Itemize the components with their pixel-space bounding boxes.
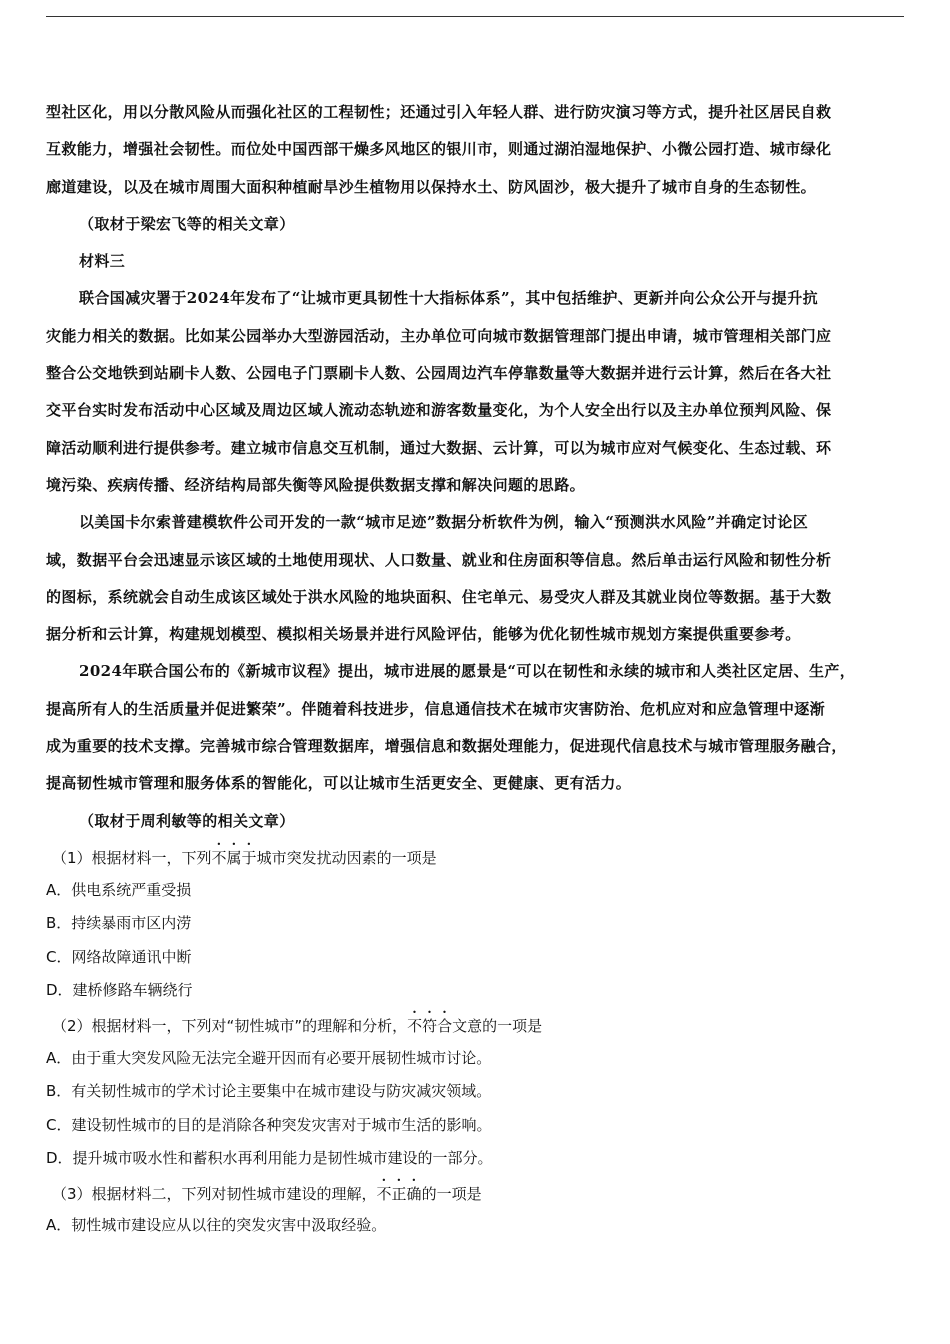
paragraph-line: 互救能力，增强社会韧性。而位处中国西部干燥多风地区的银川市，则通过湖泊湿地保护、小微公园打造、城市绿化: [46, 140, 832, 159]
paragraph-line: 交平台实时发布活动中心区域及周边区域人流动态轨迹和游客数量变化，为个人安全出行以及主办单位预判风险、保: [46, 401, 832, 420]
paragraph-line: 境污染、疾病传播、经济结构局部失衡等风险提供数据支撑和解决问题的思路。: [46, 475, 586, 494]
question-1-option-a: A．供电系统严重受损: [46, 880, 192, 899]
question-stem-text: 文意的一项是: [452, 1016, 543, 1035]
question-3-stem: [46, 1176, 908, 1210]
emphasis-text: 不属于: [211, 848, 257, 867]
question-stem-text: （2）根据材料一，下列对“韧性城市”的理解和分析，: [52, 1016, 408, 1035]
paragraph-line: 提高所有人的生活质量并促进繁荣”。伴随着科技进步，信息通信技术在城市灾害防治、危机应对和应急管理中逐渐: [46, 699, 826, 718]
emphasis-text: 不正确: [376, 1184, 422, 1203]
question-stem-text: （1）根据材料一，下列: [52, 848, 212, 867]
question-1-option-d: D．建桥修路车辆绕行: [46, 981, 193, 1000]
emphasis-text: 不符合: [407, 1016, 453, 1035]
paragraph-line: 整合公交地铁到站刷卡人数、公园电子门票刷卡人数、公园周边汽车停靠数量等大数据并进行云计算，然后在各大社: [46, 364, 832, 383]
question-1-option-b: B．持续暴雨市区内涝: [46, 914, 192, 933]
paragraph-line: 以美国卡尔索普建模软件公司开发的一款“城市足迹”数据分析软件为例，输入“预测洪水风险”并确定讨论区: [79, 513, 809, 532]
paragraph-line: 成为重要的技术支撑。完善城市综合管理数据库，增强信息和数据处理能力，促进现代信息技术与城市管理服务融合，: [46, 737, 847, 756]
question-2-stem: [46, 1008, 908, 1042]
paragraph-line: 联合国减灾署于2024年发布了“让城市更具韧性十大指标体系”，其中包括维护、更新并向公众公开与提升抗: [79, 289, 819, 308]
source-note: （取材于梁宏飞等的相关文章）: [79, 214, 295, 233]
paragraph-line: 障活动顺利进行提供参考。建立城市信息交互机制，通过大数据、云计算，可以为城市应对气候变化、生态过载、环: [46, 438, 832, 457]
header-rule: [46, 16, 904, 17]
question-2-option-c: C．建设韧性城市的目的是消除各种突发灾害对于城市生活的影响。: [46, 1115, 492, 1134]
paragraph-line: 灾能力相关的数据。比如某公园举办大型游园活动，主办单位可向城市数据管理部门提出申请，城市管理相关部门应: [46, 326, 832, 345]
question-stem-text: （3）根据材料二，下列对韧性城市建设的理解，: [52, 1184, 377, 1203]
question-3-option-a: A．韧性城市建设应从以往的突发灾害中汲取经验。: [46, 1216, 387, 1235]
question-2-option-b: B．有关韧性城市的学术讨论主要集中在城市建设与防灾减灾领域。: [46, 1082, 492, 1101]
paragraph-line: 提高韧性城市管理和服务体系的智能化，可以让城市生活更安全、更健康、更有活力。: [46, 774, 632, 793]
section-heading: 材料三: [79, 252, 126, 271]
paragraph-line: 型社区化，用以分散风险从而强化社区的工程韧性；还通过引入年轻人群、进行防灾演习等方式，提升社区居民自救: [46, 103, 832, 121]
question-2-option-a: A．由于重大突发风险无法完全避开因而有必要开展韧性城市讨论。: [46, 1048, 492, 1067]
paragraph-line: 2024年联合国公布的《新城市议程》提出，城市进展的愿景是“可以在韧性和永续的城市和人类社区定居、生产，: [79, 662, 856, 681]
article-body: [46, 94, 908, 1243]
source-note: （取材于周利敏等的相关文章）: [79, 811, 295, 830]
question-1-stem: [46, 840, 908, 874]
question-stem-text: 城市突发扰动因素的一项是: [256, 848, 437, 867]
paragraph-line: 的图标，系统就会自动生成该区域处于洪水风险的地块面积、住宅单元、易受灾人群及其就业岗位等数据。基于大数: [46, 587, 832, 606]
paragraph-line: 据分析和云计算，构建规划模型、模拟相关场景并进行风险评估，能够为优化韧性城市规划方案提供重要参考。: [46, 625, 801, 644]
question-2-option-d: D．提升城市吸水性和蓄积水再利用能力是韧性城市建设的一部分。: [46, 1149, 493, 1168]
paragraph-line: 廊道建设，以及在城市周围大面积种植耐旱沙生植物用以保持水土、防风固沙，极大提升了城市自身的生态韧性。: [46, 177, 817, 196]
question-1-option-c: C．网络故障通讯中断: [46, 947, 192, 966]
paragraph-line: 域，数据平台会迅速显示该区域的土地使用现状、人口数量、就业和住房面积等信息。然后单击运行风险和韧性分析: [46, 550, 832, 569]
question-stem-text: 的一项是: [421, 1184, 482, 1203]
